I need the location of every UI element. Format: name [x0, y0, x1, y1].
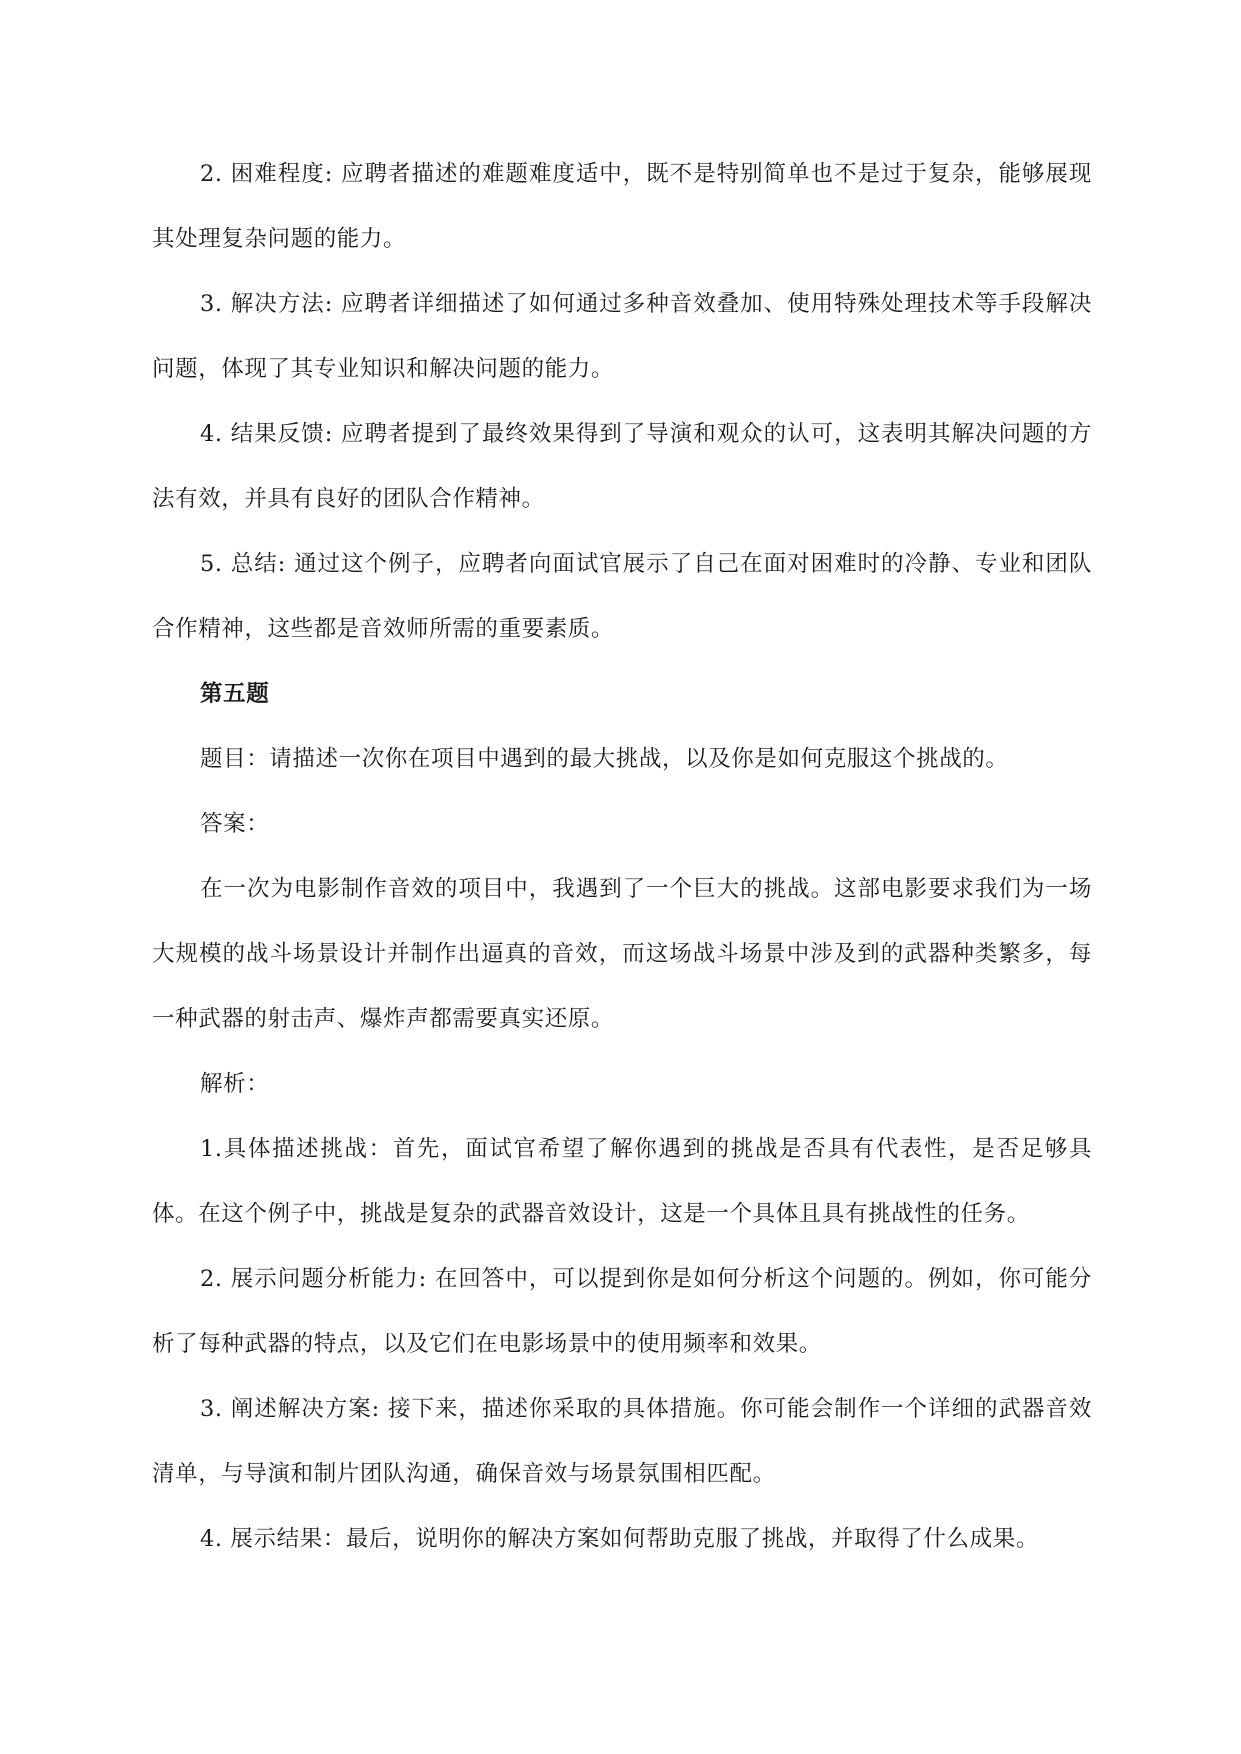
paragraph-summary: 5. 总结: 通过这个例子，应聘者向面试官展示了自己在面对困难时的冷静、专业和团队合作精神，这些都是音效师所需的重要素质。	[152, 551, 1092, 642]
paragraph-result-feedback: 4. 结果反馈: 应聘者提到了最终效果得到了导演和观众的认可，这表明其解决问题的方法有效，并具有良好的团队合作精神。	[152, 421, 1092, 512]
paragraph-analysis-point-3: 3. 阐述解决方案: 接下来，描述你采取的具体措施。你可能会制作一个详细的武器音效清单，与导演和制片团队沟通，确保音效与场景氛围相匹配。	[152, 1396, 1092, 1487]
paragraph-analysis-point-2: 2. 展示问题分析能力: 在回答中，可以提到你是如何分析这个问题的。例如，你可能分析了每种武器的特点，以及它们在电影场景中的使用频率和效果。	[152, 1266, 1092, 1357]
paragraph-analysis-point-1: 1.具体描述挑战：首先，面试官希望了解你遇到的挑战是否具有代表性，是否足够具体。在这个例子中，挑战是复杂的武器音效设计，这是一个具体且具有挑战性的任务。	[152, 1136, 1092, 1227]
document-body	[152, 142, 1092, 1572]
paragraph-answer-text: 在一次为电影制作音效的项目中，我遇到了一个巨大的挑战。这部电影要求我们为一场大规模的战斗场景设计并制作出逼真的音效，而这场战斗场景中涉及到的武器种类繁多，每一种武器的射击声、爆炸声都需要真实还原。	[152, 876, 1092, 1032]
paragraph-question: 题目：请描述一次你在项目中遇到的最大挑战，以及你是如何克服这个挑战的。	[200, 746, 1009, 772]
paragraph-solution-method: 3. 解决方法: 应聘者详细描述了如何通过多种音效叠加、使用特殊处理技术等手段解决问题，体现了其专业知识和解决问题的能力。	[152, 291, 1092, 382]
paragraph-answer-label: 答案：	[200, 811, 270, 837]
section-heading-question-5: 第五题	[200, 681, 270, 707]
paragraph-analysis-label: 解析：	[200, 1071, 270, 1097]
paragraph-analysis-point-4: 4. 展示结果：最后，说明你的解决方案如何帮助克服了挑战，并取得了什么成果。	[200, 1526, 1039, 1552]
paragraph-difficulty-level: 2. 困难程度: 应聘者描述的难题难度适中，既不是特别简单也不是过于复杂，能够展现其处理复杂问题的能力。	[152, 161, 1092, 252]
